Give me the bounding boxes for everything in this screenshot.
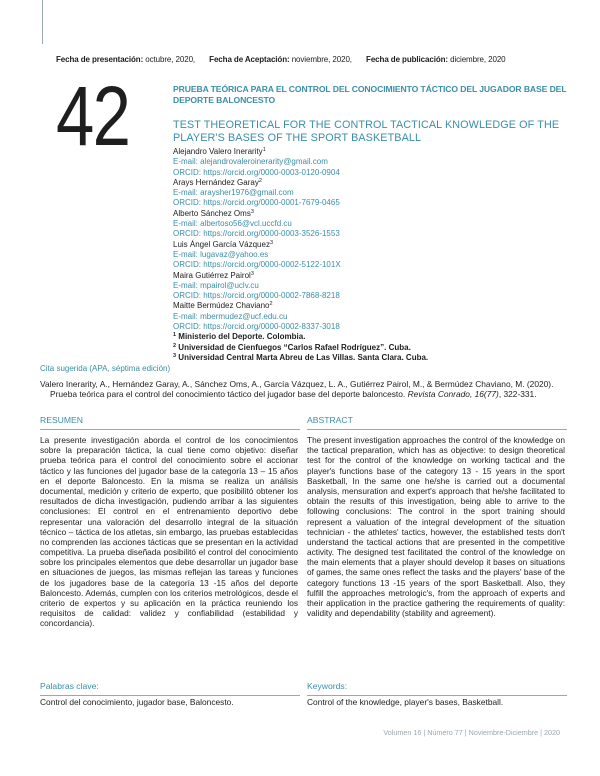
author-orcid-link[interactable]: https://orcid.org/0000-0001-7679-0465 [203,198,340,208]
author-sup: 1 [262,147,266,153]
citation-body: Valero Inerarity, A., Hernández Garay, A., Sánchez Oms, A., García Vázquez, L. A., Gutiérrez Pairol, M., & Bermúdez Chaviano, M. (2020). Prueba teórica para el control del conocimiento táctico del jugador base del deporte baloncesto. [40,379,554,400]
author-sup: 3 [269,239,274,246]
author-orcid-link[interactable]: https://orcid.org/0000-0002-8337-3018 [203,322,340,332]
resumen-heading: RESUMEN [40,415,300,430]
abstract-heading: ABSTRACT [307,415,567,430]
email-label: E-mail: [173,219,198,229]
email-label: E-mail: [173,249,198,259]
title-english: TEST THEORETICAL FOR THE CONTROL TACTICAL KNOWLEDGE OF THE PLAYER'S BASES OF THE SPORT BASKETBALL [173,119,560,144]
publication-dates [56,55,506,64]
keywords-en-heading: Keywords: [307,681,567,696]
author-name: Maitte Bermúdez Chaviano [173,301,270,311]
orcid-label: ORCID: [173,291,201,301]
top-rule [42,0,43,44]
author-email-link[interactable]: lugavaz@yahoo.es [200,249,269,259]
abstract-text: The present investigation approaches the control of the knowledge on the tactical preparation, which has as objective: to design theoretical test for the control of the knowledge on working tactical and the player's functions base of the category 13 - 15 years in the sport Basketball, In the same one he/she is carried out a documental analysis, mensuration and expert's approach that he/she facilitated to obtain the results of this investigation, being able to arrive to the following conclusions: The control in the sport training should represent a valuation of the integral development of the situation technician - the athletes' tactics, however, the established tests don't understand the tactical actions that are presented in the competitive activity. The designed test facilitated the control of the knowledge on the main elements that a player should develop it bases on situations of games, the same ones reflect the tasks and the players' base of the category functions 13 -15 years of the sport Basketball. Also, they fulfill the approaches metrologic's, from the approach of experts and their application in the practice gathering the requirements of quality: validity and dependability (stability and agreement). [307,435,565,619]
email-label: E-mail: [173,188,198,198]
author-name: Alejandro Valero Inerarity [173,147,263,156]
affiliation [173,343,573,353]
resumen-text: La presente investigación aborda el control de los conocimientos sobre la preparación táctica, la cual tiene como objetivo: diseñar prueba teórica para el control del conocimiento sobre el accionar táctico y las funciones del jugador base de la categoría 13 – 15 años en el deporte Baloncesto. En la misma se realiza un análisis documental, medición y criterio de experto, que posibilitó obtener los resultados de dicha investigación, pudiendo arribar a las siguientes conclusiones: El control en el entrenamiento deportivo debe representar una valoración del desarrollo integral de la situación técnico – táctica de los atletas, sin embargo, las pruebas establecidas no comprenden las acciones tácticas que se presentan en la actividad competitiva. La prueba diseñada posibilitó el control del conocimiento sobre los principales elementos que debe desarrollar un jugador base en situaciones de juegos, las mismas reflejan las tareas y funciones de los jugadores base de la categoría 13 -15 años del deporte Baloncesto. Además, cumplen con los criterios metrológicos, desde el criterio de expertos y su aplicación en la práctica reuniendo los requisitos de calidad: validez y confiabilidad (estabilidad y concordancia). [40,435,298,629]
acceptance-label: Fecha de Aceptación: [209,55,290,64]
author-sup: 3 [250,270,254,277]
author-block [173,209,573,240]
author-orcid-link[interactable]: https://orcid.org/0000-0002-7868-8218 [203,291,340,301]
keywords-es-heading: Palabras clave: [40,681,300,696]
author-name: Luis Ángel García Vázquez [173,239,270,249]
affiliation-sup: 3 [173,352,177,359]
author-email-link[interactable]: araysher1976@gmail.com [200,188,294,198]
author-email-link[interactable]: mpairol@uclv.cu [200,280,259,290]
affiliation-text: Ministerio del Deporte. Colombia. [178,332,306,342]
keywords-es-text: Control del conocimiento, jugador base, Baloncesto. [40,697,234,707]
title-spanish: PRUEBA TEÓRICA PARA EL CONTROL DEL CONOCIMIENTO TÁCTICO DEL JUGADOR BASE DEL DEPORTE BALONCESTO [173,84,567,105]
citation-pages: , 322-331. [498,389,537,400]
citation-journal: Revista Conrado, 16(77) [407,389,499,400]
author-orcid-link[interactable]: https://orcid.org/0000-0003-0120-0904 [203,167,340,177]
author-name: Alberto Sánchez Oms [173,208,251,218]
author-email-link[interactable]: alejandrovaleroinerarity@gmail.com [200,157,328,167]
author-email-link[interactable]: albertoso56@vcl.uccfd.cu [200,219,292,229]
orcid-label: ORCID: [173,260,201,270]
orcid-label: ORCID: [173,198,201,208]
publication-label: Fecha de publicación: [366,55,448,64]
author-email-link[interactable]: mbermudez@ucf.edu.cu [200,311,288,321]
keywords-en-text: Control of the knowledge, player's bases, Basketball. [307,697,504,707]
author-orcid-link[interactable]: https://orcid.org/0000-0002-5122-101X [203,260,341,270]
author-block [173,271,573,302]
affiliation-sup: 1 [173,332,177,339]
acceptance-value: noviembre, 2020, [291,55,352,64]
author-name: Maira Gutiérrez Pairol [173,270,251,280]
orcid-label: ORCID: [173,229,201,239]
author-block [173,178,573,209]
email-label: E-mail: [173,311,198,321]
publication-value: diciembre, 2020 [450,55,506,64]
email-label: E-mail: [173,280,198,290]
author-block [173,301,573,332]
author-sup: 3 [250,208,254,215]
author-name: Arays Hernández Garay [173,177,259,187]
author-orcid-link[interactable]: https://orcid.org/0000-0003-3526-1553 [203,229,340,239]
page-footer: Volumen 16 | Número 77 | Noviembre-Diciembre | 2020 [383,728,560,737]
presentation-value: octubre, 2020, [145,55,196,64]
author-list [173,147,573,363]
email-label: E-mail: [173,157,198,167]
citation-heading: Cita sugerida (APA, séptima edición) [40,364,171,373]
author-block [173,147,573,178]
presentation-label: Fecha de presentación: [56,55,144,64]
affiliation-text: Universidad de Cienfuegos “Carlos Rafael Rodríguez”. Cuba. [178,342,411,352]
author-block [173,240,573,271]
affiliation-text: Universidad Central Marta Abreu de Las Villas. Santa Clara. Cuba. [178,352,429,362]
affiliation-sup: 2 [173,342,177,349]
citation-text [40,379,570,400]
author-sup: 2 [258,177,262,184]
affiliation [173,332,573,342]
orcid-label: ORCID: [173,322,201,332]
author-sup: 2 [269,301,273,308]
orcid-label: ORCID: [173,167,201,177]
article-number: 42 [56,69,130,163]
affiliation [173,353,573,363]
